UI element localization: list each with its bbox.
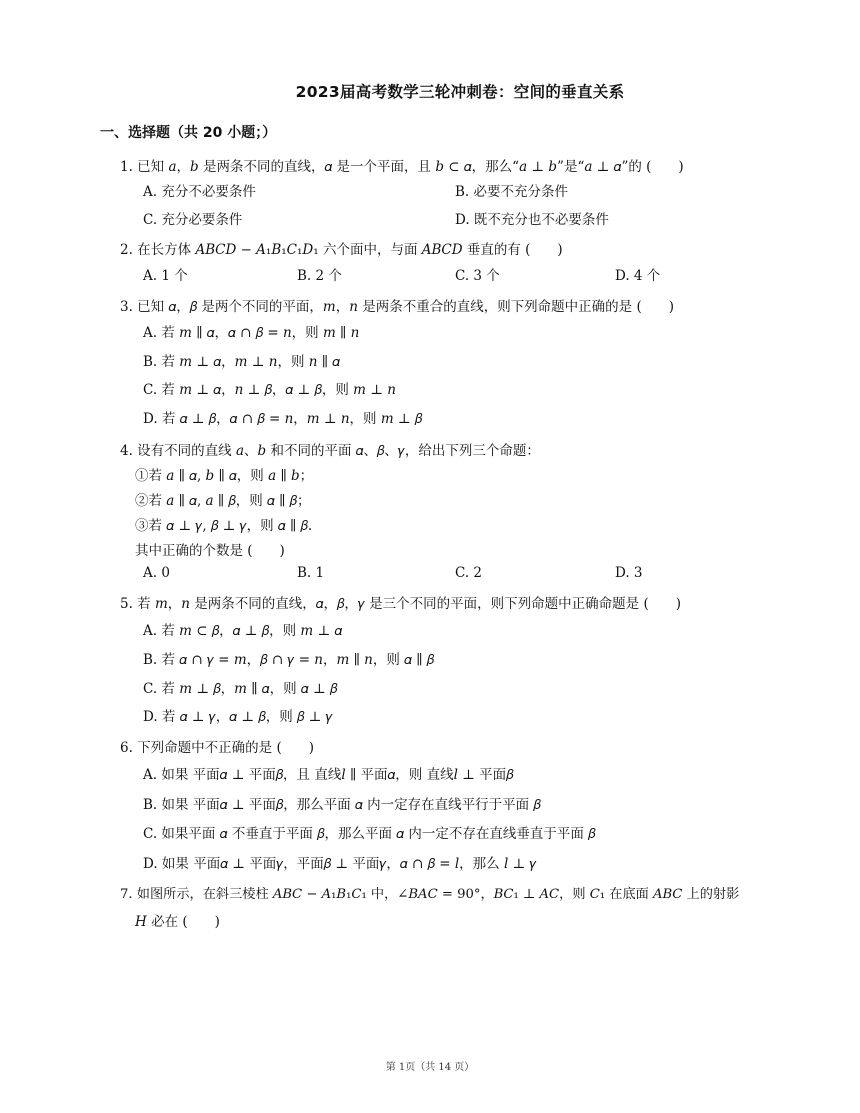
question-3-option-d: D. 若 𝛼 ⊥ 𝛽，𝛼 ∩ 𝛽 = 𝑛，𝑚 ⊥ 𝑛，则 𝑚 ⊥ 𝛽 [143, 411, 423, 427]
question-4-line-1: ①若 𝑎 ∥ 𝛼, 𝑏 ∥ 𝛼，则 𝑎 ∥ 𝑏； [135, 468, 314, 484]
question-4-line-4: 其中正确的个数是 ( ) [135, 543, 285, 559]
question-6-stem: 6. 下列命题中不正确的是 ( ) [120, 740, 314, 756]
question-2-option-c: C. 3 个 [455, 268, 500, 284]
question-4-line-3: ③若 𝛼 ⊥ 𝛾, 𝛽 ⊥ 𝛾，则 𝛼 ∥ 𝛽. [135, 518, 313, 534]
question-2-option-b: B. 2 个 [297, 268, 342, 284]
question-4-line-2: ②若 𝑎 ∥ 𝛼, 𝑎 ∥ 𝛽，则 𝛼 ∥ 𝛽； [135, 493, 311, 509]
question-6-option-b: B. 如果 平面𝛼 ⊥ 平面𝛽，那么平面 𝛼 内一定存在直线平行于平面 𝛽 [143, 797, 541, 813]
question-5-option-b: B. 若 𝛼 ∩ 𝛾 = 𝑚，𝛽 ∩ 𝛾 = 𝑛，𝑚 ∥ 𝑛，则 𝛼 ∥ 𝛽 [143, 652, 435, 668]
question-5-stem: 5. 若 𝑚，𝑛 是两条不同的直线，𝛼，𝛽，𝛾 是三个不同的平面，则下列命题中正确命题是 ( ) [120, 596, 682, 612]
question-7-stem: 7. 如图所示，在斜三棱柱 𝐴𝐵𝐶 − 𝐴₁𝐵₁𝐶₁ 中，∠𝐵𝐴𝐶 = 90°，𝐵𝐶₁ ⊥ 𝐴𝐶，则 𝐶₁ 在底面 𝐴𝐵𝐶 上的射影 [120, 887, 740, 902]
question-1-option-a: A. 充分不必要条件 [143, 184, 256, 200]
question-2-stem: 2. 在长方体 𝐴𝐵𝐶𝐷 − 𝐴₁𝐵₁𝐶₁𝐷₁ 六个面中，与面 𝐴𝐵𝐶𝐷 垂直的有 ( ) [120, 242, 563, 258]
question-6-option-a: A. 如果 平面𝛼 ⊥ 平面𝛽，且 直线𝑙 ∥ 平面𝛼，则 直线𝑙 ⊥ 平面𝛽 [143, 767, 514, 783]
question-1-option-c: C. 充分必要条件 [143, 212, 243, 228]
question-1-option-d: D. 既不充分也不必要条件 [455, 212, 609, 228]
question-6-option-d: D. 如果 平面𝛼 ⊥ 平面𝛾，平面𝛽 ⊥ 平面𝛾，𝛼 ∩ 𝛽 = 𝑙，那么 𝑙 ⊥ 𝛾 [143, 856, 537, 872]
question-7-line-1: 𝐻 必在 ( ) [135, 914, 220, 930]
question-5-option-a: A. 若 𝑚 ⊂ 𝛽，𝛼 ⊥ 𝛽，则 𝑚 ⊥ 𝛼 [143, 623, 343, 639]
question-4-option-a: A. 0 [143, 565, 170, 581]
question-1-stem: 1. 已知 𝑎，𝑏 是两条不同的直线，𝛼 是一个平面，且 𝑏 ⊂ 𝛼，那么“𝑎 ⊥ 𝑏”是“𝑎 ⊥ 𝛼”的 ( ) [120, 159, 684, 175]
question-5-option-d: D. 若 𝛼 ⊥ 𝛾，𝛼 ⊥ 𝛽，则 𝛽 ⊥ 𝛾 [143, 709, 333, 725]
page-footer: 第 1页（共 14 页） [385, 1062, 475, 1073]
question-3-stem: 3. 已知 𝛼，𝛽 是两个不同的平面，𝑚，𝑛 是两条不重合的直线，则下列命题中正确的是 ( ) [120, 299, 675, 315]
question-4-stem: 4. 设有不同的直线 𝑎、𝑏 和不同的平面 𝛼、𝛽、𝛾，给出下列三个命题： [120, 443, 540, 459]
question-2-option-d: D. 4 个 [615, 268, 661, 284]
question-5-option-c: C. 若 𝑚 ⊥ 𝛽，𝑚 ∥ 𝛼，则 𝛼 ⊥ 𝛽 [143, 681, 338, 697]
question-1-option-b: B. 必要不充分条件 [455, 184, 569, 200]
section-heading: 一、选择题（共 20 小题；） [100, 125, 277, 141]
question-4-option-c: C. 2 [455, 565, 483, 581]
question-3-option-a: A. 若 𝑚 ∥ 𝛼，𝛼 ∩ 𝛽 = 𝑛，则 𝑚 ∥ 𝑛 [143, 325, 360, 341]
page-title: 2023届高考数学三轮冲刺卷：空间的垂直关系 [295, 83, 625, 101]
question-3-option-c: C. 若 𝑚 ⊥ 𝛼，𝑛 ⊥ 𝛽，𝛼 ⊥ 𝛽，则 𝑚 ⊥ 𝑛 [143, 382, 396, 398]
question-3-option-b: B. 若 𝑚 ⊥ 𝛼，𝑚 ⊥ 𝑛，则 𝑛 ∥ 𝛼 [143, 354, 341, 370]
question-4-option-b: B. 1 [297, 565, 325, 581]
question-2-option-a: A. 1 个 [143, 268, 188, 284]
question-6-option-c: C. 如果平面 𝛼 不垂直于平面 𝛽，那么平面 𝛼 内一定不存在直线垂直于平面 𝛽 [143, 826, 596, 842]
question-4-option-d: D. 3 [615, 565, 643, 581]
